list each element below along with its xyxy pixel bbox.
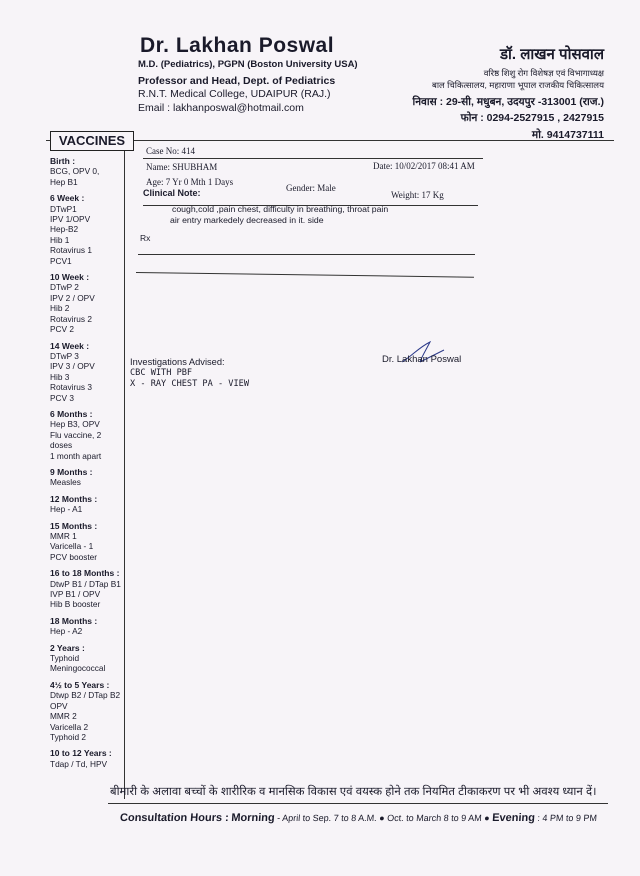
vaccine-item: Rotavirus 3 [50,382,92,393]
vaccine-item: PCV 2 [50,324,74,335]
vaccine-item: IVP B1 / OPV [50,589,101,600]
vaccine-item: Meningococcal [50,663,106,674]
doctor-signature: Dr. Lakhan Poswal [382,354,462,365]
vaccine-group [50,409,122,461]
vaccine-group-title: 2 Years : [50,642,85,653]
investigations-label: Investigations Advised: [130,357,225,367]
case-number: Case No: 414 [146,146,195,156]
vaccine-group-title: 10 to 12 Years : [50,748,112,759]
patient-weight: Weight: 17 Kg [391,190,444,200]
rx-rule [138,254,475,255]
vaccine-item: MMR 1 [50,531,77,541]
vaccine-item: DTwP 3 [50,350,79,361]
footer-rule [108,803,608,804]
vaccine-group [50,193,122,266]
hindi-mobile: मो. 9414737111 [531,129,604,141]
vaccine-item: Typhoid 2 [50,731,86,742]
vaccine-group [50,272,122,334]
vaccine-item: IPV 3 / OPV [50,361,95,372]
patient-age: Age: 7 Yr 0 Mth 1 Days [146,177,234,187]
vaccine-item: Hep B3, OPV [50,419,100,430]
vaccine-group-title: 10 Week : [50,272,90,283]
vaccine-group [50,616,122,637]
vaccine-group [50,568,122,610]
vaccine-group-title: 16 to 18 Months : [50,568,120,579]
sidebar-divider [124,144,125,799]
clinical-note-label: Clinical Note: [143,188,201,198]
prescription-rule [136,272,474,278]
vaccine-group [50,643,122,674]
vaccine-group [50,467,122,488]
rx-label: Rx [140,233,151,243]
investigation-item-2: X - RAY CHEST PA - VIEW [130,379,249,389]
vaccine-item: Measles [50,477,81,488]
evening-label: Evening [491,812,536,824]
investigation-item-1: CBC WITH PBF [130,368,193,378]
vaccine-item: Rotavirus 1 [50,245,92,256]
vaccine-item: Tdap / Td, HPV [50,758,108,769]
email: Email : lakhanposwal@hotmail.com [138,102,304,114]
vaccine-group [50,494,122,515]
vaccine-item: Hep-B2 [50,224,79,235]
clinical-note-line-2: air entry markedely decreased in it. side [170,215,324,225]
vaccine-item: PCV1 [50,255,72,266]
vaccine-group [50,748,122,769]
morning-label: Morning [230,812,276,824]
vaccine-group [50,521,122,563]
vaccine-group-title: 4½ to 5 Years : [50,679,110,690]
vaccines-title: VACCINES [50,131,134,151]
clinical-note-line-1: cough,cold ,pain chest, difficulty in breathing, throat pain [172,204,389,214]
vaccine-item: PCV 3 [50,392,74,403]
patient-name: Name: SHUBHAM [146,162,218,172]
vaccine-item: Hep - A1 [50,504,83,515]
vaccine-group [50,680,122,742]
vaccine-item: Hib 1 [50,234,70,245]
case-rule [143,158,483,159]
visit-date: Date: 10/02/2017 08:41 AM [373,161,475,171]
vaccine-item: Typhoid [50,653,80,664]
position: Professor and Head, Dept. of Pediatrics [138,75,336,87]
vaccine-group [50,341,122,403]
vaccine-item: Dtwp B2 / DTap B2 [50,690,121,701]
vaccine-group-title: 14 Week : [50,340,90,351]
vaccine-item: Hep - A2 [50,626,83,637]
hindi-phone: फोन : 0294-2527915 , 2427915 [460,112,604,124]
vaccine-group-title: 6 Months : [50,408,93,419]
vaccine-item: Varicella - 1 [50,541,94,552]
vaccine-item: 1 month apart [50,450,102,461]
vaccine-group-title: 9 Months : [50,466,93,477]
vaccine-item: DTwP 2 [50,282,79,293]
vaccine-group-title: 18 Months : [50,615,98,626]
college: R.N.T. Medical College, UDAIPUR (RAJ.) [138,88,331,100]
patient-gender: Gender: Male [286,183,336,193]
vaccine-item: BCG, OPV 0, [50,166,100,177]
vaccine-item: DTwP1 [50,203,77,214]
vaccine-group-title: Birth : [50,156,76,166]
qualification: M.D. (Pediatrics), PGPN (Boston University USA) [138,59,358,70]
vaccine-item: OPV [50,700,68,711]
hindi-address: निवास : 29-सी, मधुबन, उदयपुर -313001 (राज.) [412,96,604,108]
vaccine-item: Hib 3 [50,371,70,382]
vaccine-item: Hep B1 [50,176,78,187]
doctor-name: Dr. Lakhan Poswal [140,34,335,57]
hindi-doctor-name: डॉ. लाखन पोसवाल [499,46,604,63]
hindi-hospital: बाल चिकित्सालय, महाराणा भूपाल राजकीय चिकित्सालय [431,80,604,90]
footer-hindi-note: बीमारी के अलावा बच्चों के शारीरिक व मानसिक विकास एवं वयस्क होने तक नियमित टीकाकरण पर भी अवश्य ध्यान दें। [110,786,597,798]
morning-hours: - April to Sep. 7 to 8 A.M. ● Oct. to March 8 to 9 AM ● [274,813,491,823]
consult-label: Consultation Hours : [119,812,230,824]
vaccine-group-title: 6 Week : [50,193,85,204]
vaccine-item: IPV 1/OPV [50,214,91,225]
vaccine-item: IPV 2 / OPV [50,292,95,303]
vaccine-group-title: 12 Months : [50,493,98,504]
vaccine-group [50,156,122,187]
vaccine-item: Flu vaccine, 2 doses [50,429,102,451]
hindi-designation: वरिष्ठ शिशु रोग विशेषज्ञ एवं विभागाध्यक्ष [483,68,604,78]
consultation-hours [120,812,598,824]
evening-hours: : 4 PM to 9 PM [534,813,598,823]
vaccine-group-title: 15 Months : [50,520,98,531]
vaccine-item: PCV booster [50,551,98,562]
vaccine-item: Hib B booster [50,599,101,610]
vaccine-item: MMR 2 [50,711,77,722]
vaccine-item: DtwP B1 / DTap B1 [50,578,121,589]
vaccine-item: Hib 2 [50,303,70,314]
vaccine-schedule [50,156,122,775]
vaccine-item: Varicella 2 [50,721,89,732]
vaccine-item: Rotavirus 2 [50,313,92,324]
